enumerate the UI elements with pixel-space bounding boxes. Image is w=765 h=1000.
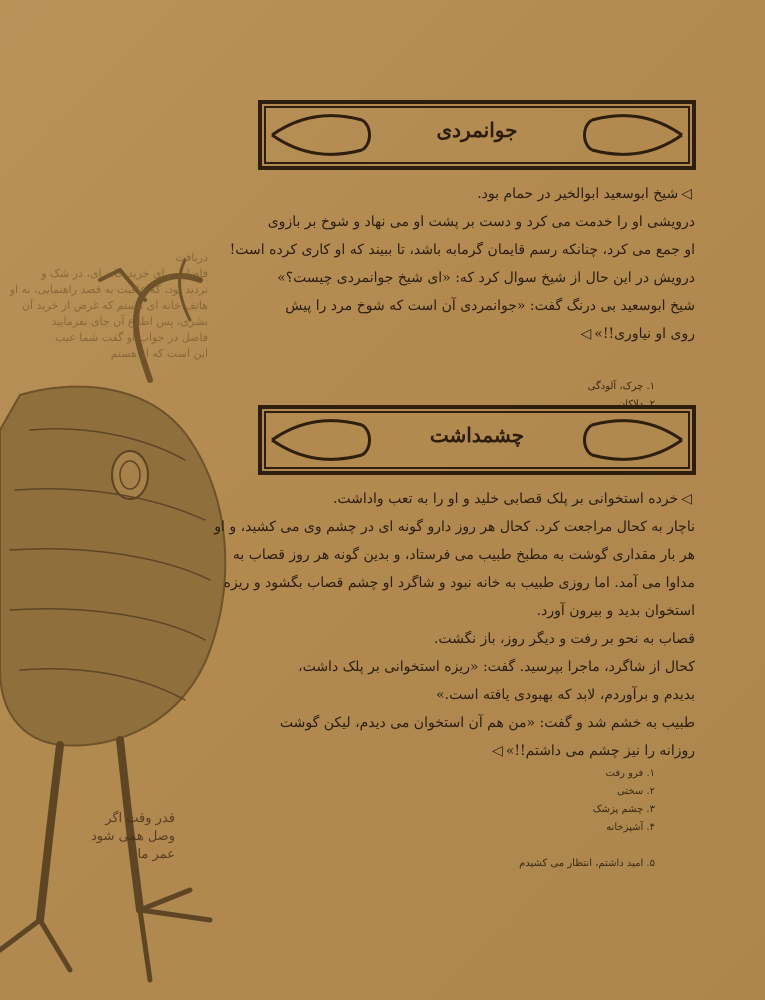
illustration-script-line: تردید بود، که عاقبت به قصد راهنمایی، به او [9,283,208,296]
story1-paragraph: درویش در این حال از شیخ سوال کرد که: «ای شیخ جوانمردی چیست؟» [277,270,695,286]
illustration-script-line: وصل همی شود [90,829,175,844]
story1-paragraph: ◁شیخ ابوسعید ابوالخیر در حمام بود. [255,180,695,208]
story2-paragraph: روزانه را نیز چشم می داشتم!!»◁ [225,737,695,765]
story2-title: چشمداشت [429,423,525,447]
story2-paragraph: ناچار به کحال مراجعت کرد. کحال هر روز دارو گونه ای در چشم وی می کشید، و او [214,519,695,535]
story1-paragraph: درویشی او را خدمت می کرد و دست بر پشت او می نهاد و شوخ بر بازوی [267,214,695,230]
illustration-script-line: فاضل در جواب او گفت شما عیب [55,331,208,344]
footnote: ۲. دلاکان [617,399,655,410]
ornament-start-icon: ◁ [681,186,692,202]
story1-paragraph: شیخ ابوسعید بی درنگ گفت: «جوانمردی آن است که شوخ مرد را پیش [285,298,695,314]
illustration-script-top [8,250,208,362]
footnote: ۴. آشپزخانه [606,822,655,833]
story1-paragraph: روی او نیاوری!!»◁ [255,320,695,348]
story2-paragraph: هر بار مقداری گوشت به مطبخ طبیب می فرستاد، و بدین گونه هر روز قصاب به [232,547,695,563]
illustration-script-line: این است که او هستم [110,347,208,360]
story1-title-frame [258,100,696,170]
story2-paragraph: طبیب به خشم شد و گفت: «من هم آن استخوان می دیدم، لیکن گوشت [279,715,695,731]
illustration-script-line: بشری، پس اطلاع آن جای بفرمایید [51,315,208,328]
footnote: ۲. سختی [617,786,655,797]
footnote: ۱. چرک، آلودگی [587,381,655,392]
illustration-script-line: فاضلی برای خرید خانه ای، در شک و [41,267,208,280]
story1-body [229,180,695,348]
story2-paragraph: مداوا می آمد. اما روزی طبیب به خانه نبود و شاگرد او چشم قصاب بگشود و ریزه [223,575,695,591]
footnote: ۱. فرو رفت [605,768,655,779]
illustration-script-line: دریافت [175,251,208,264]
illustration-script-line: عمر ما [137,847,175,862]
story1-paragraph: او جمع می کرد، چنانکه رسم قایمان گرمابه باشد، تا ببیند که او کاری کرده است! [229,242,695,258]
ornament-end-icon: ◁ [492,743,503,759]
story2-footnotes [519,765,655,873]
story2-paragraph: استخوان بدید و بیرون آورد. [536,603,695,619]
story2-paragraph: کحال از شاگرد، ماجرا بپرسید. گفت: «ریزه استخوانی بر پلک داشت، [298,659,695,675]
story2-body [214,485,695,765]
ornament-start-icon: ◁ [681,491,692,507]
ornament-end-icon: ◁ [580,326,592,342]
story2-paragraph: بدیدم و برآوردم، لابد که بهبودی یافته است.» [436,687,695,703]
footnote: ۵. امید داشتم، انتظار می کشیدم [519,858,655,869]
story2-paragraph: قصاب به نحو بر رفت و دیگر روز، باز نگشت. [433,631,695,647]
illustration-script-line: قدر وقت اگر [105,811,175,826]
illustration-script-bottom [25,810,175,864]
story2-paragraph: ◁خرده استخوانی بر پلک قصابی خلید و او را به تعب واداشت. [225,485,695,513]
story2-title-frame [258,405,696,475]
illustration-script-line: هاتف خانه ای هستم که غرض از خرید آن [21,299,208,312]
footnote: ۳. چشم پزشک [592,804,655,815]
story1-title: جوانمردی [436,118,518,142]
